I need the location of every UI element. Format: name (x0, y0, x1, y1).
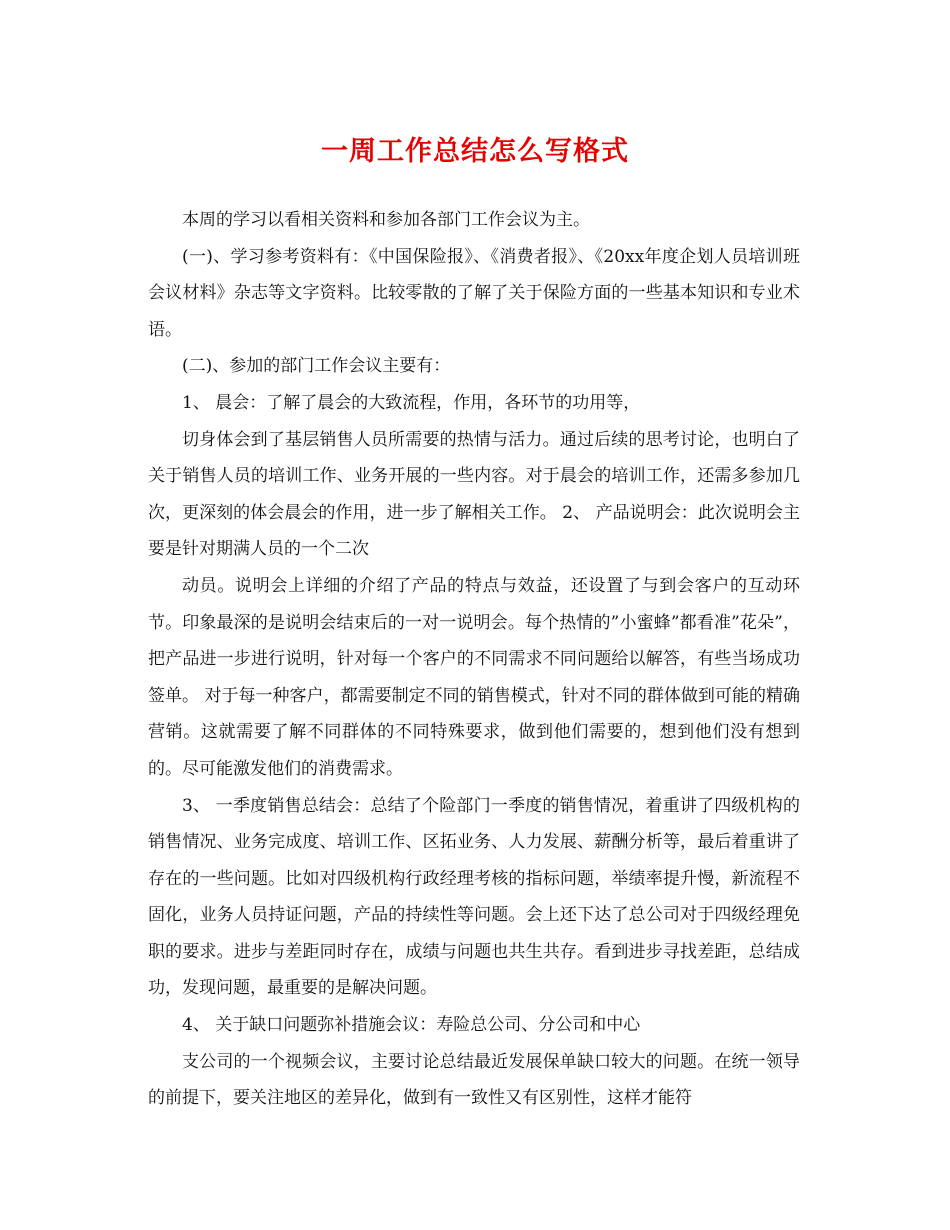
paragraph: 1、 晨会：了解了晨会的大致流程，作用，各环节的功用等， (182, 392, 641, 413)
paragraph: 3、 一季度销售总结会：总结了个险部门一季度的销售情况，着重讲了四级机构的销售情况、业务完成度、培训工作、区拓业务、人力发展、薪酬分析等，最后着重讲了存在的一些问题。比如对四级机构行政经理考核的指标问题，举绩率提升慢，新流程不固化，业务人员持证问题，产品的持续性等问题。会上还下达了总公司对于四级经理免职的要求。进步与差距同时存在，成绩与问题也共生共存。看到进步寻找差距，总结成功，发现问题，最重要的是解决问题。 (148, 795, 800, 999)
paragraph: (二)、参加的部门工作会议主要有： (182, 356, 451, 377)
paragraph: 切身体会到了基层销售人员所需要的热情与活力。通过后续的思考讨论，也明白了关于销售人员的培训工作、业务开展的一些内容。对于晨会的培训工作，还需多参加几次，更深刻的体会晨会的作用，进一步了解相关工作。 2、 产品说明会：此次说明会主要是针对期满人员的一个二次 (148, 429, 800, 560)
paragraph: 4、 关于缺口问题弥补措施会议：寿险总公司、分公司和中心 (182, 1015, 641, 1036)
paragraph: 本周的学习以看相关资料和参加各部门工作会议为主。 (182, 210, 590, 230)
document-title: 一周工作总结怎么写格式 (321, 136, 629, 167)
paragraph: (一)、学习参考资料有：《中国保险报》、《消费者报》、《20xx年度企划人员培训班会议材料》杂志等文字资料。比较零散的了解了关于保险方面的一些基本知识和专业术语。 (148, 246, 800, 340)
document-body (148, 202, 800, 1117)
paragraph: 动员。说明会上详细的介绍了产品的特点与效益，还设置了与到会客户的互动环节。印象最深的是说明会结束后的一对一说明会。每个热情的”小蜜蜂”都看准”花朵”，把产品进一步进行说明，针对每一个客户的不同需求不同问题给以解答，有些当场成功签单。 对于每一种客户，都需要制定不同的销售模式，针对不同的群体做到可能的精确营销。这就需要了解不同群体的不同特殊要求，做到他们需要的，想到他们没有想到的。尽可能激发他们的消费需求。 (148, 575, 800, 779)
paragraph: 支公司的一个视频会议，主要讨论总结最近发展保单缺口较大的问题。在统一领导的前提下，要关注地区的差异化，做到有一致性又有区别性，这样才能符 (148, 1051, 800, 1109)
